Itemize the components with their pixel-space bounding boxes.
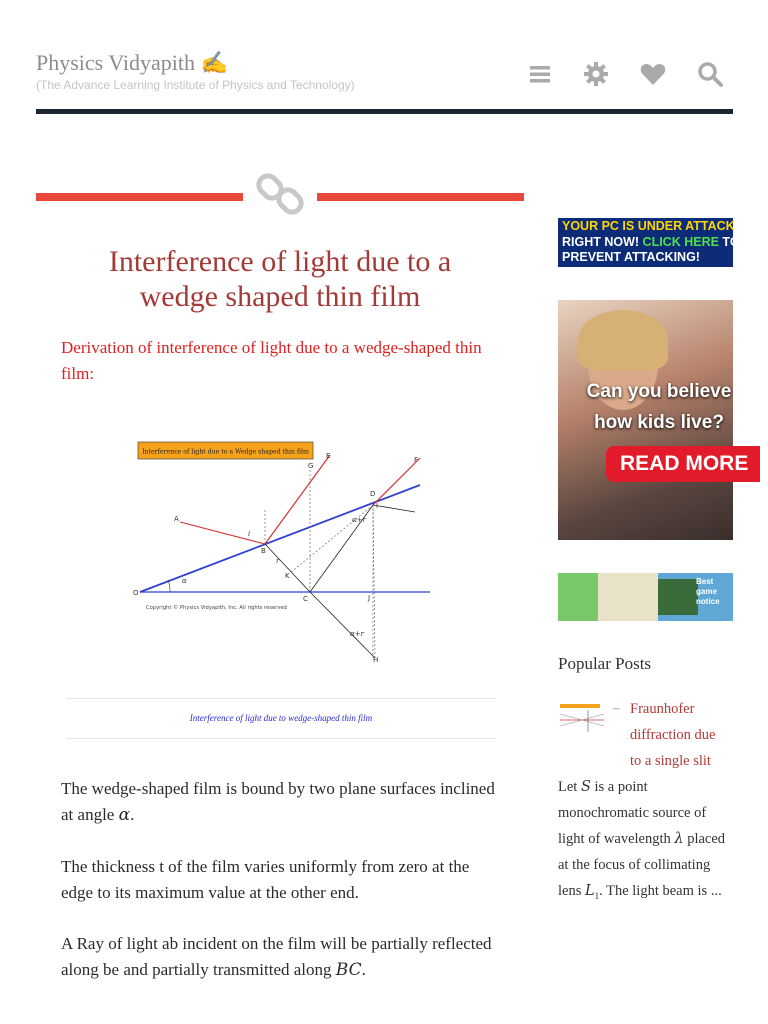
point-o: O: [133, 589, 139, 597]
divider-bar-right: [317, 193, 524, 201]
diagram-label-text: Interference of light due to a Wedge shaped thin film: [142, 448, 309, 456]
popular-post-thumbnail[interactable]: [558, 702, 606, 736]
heart-icon[interactable]: [639, 60, 667, 88]
ad-game-banner[interactable]: [558, 573, 733, 621]
point-f: F: [414, 456, 419, 464]
link-icon: [258, 172, 302, 216]
angle-alpha: α: [182, 577, 187, 585]
ad-line-2: RIGHT NOW! CLICK HERE TO: [562, 234, 740, 249]
point-i: I: [376, 502, 379, 510]
point-c: C: [303, 595, 308, 603]
ad-photo-hair: [578, 310, 668, 370]
point-k: K: [285, 572, 290, 580]
point-h: H: [373, 656, 379, 664]
paragraph-1: The wedge-shaped film is bound by two plane surfaces inclined at angle α.: [61, 779, 495, 825]
paragraph-2: The thickness t of the film varies uniformly from zero at the edge to its maximum value at the other end.: [61, 857, 470, 902]
ad-line-3: PREVENT ATTACKING!: [562, 250, 700, 264]
incident-ray: [180, 522, 265, 544]
point-j: J: [368, 594, 371, 602]
wedge-film-diagram: [130, 430, 430, 670]
caption-rule-top: [66, 698, 496, 699]
paragraph-3: A Ray of light ab incident on the film will be partially reflected along be and partially transmitted along BC.: [61, 934, 492, 980]
diagram-copyright: Copyright © Physics Vidyapith, Inc. All rights reserved: [146, 605, 287, 611]
caption-rule-bottom: [66, 738, 496, 739]
transmitted-ray: [310, 592, 375, 658]
ad-game-image: [658, 579, 698, 615]
point-d: D: [370, 490, 376, 498]
popular-post-dash: –: [613, 700, 620, 715]
gear-icon[interactable]: [582, 60, 610, 88]
point-a: A: [174, 515, 179, 523]
angle-r: r: [276, 557, 280, 565]
ad-photo[interactable]: [558, 300, 749, 540]
math-bc: BC: [335, 960, 362, 980]
reflected-ray: [265, 455, 330, 544]
point-e: E: [326, 452, 331, 460]
ad-game-board: [598, 573, 658, 621]
popular-post-excerpt: Let S is a point monochromatic source of light of wavelength λ placed at the focus of collimating lens $L_1$. The light beam is ...: [558, 779, 726, 901]
refracted-ray: [265, 544, 310, 592]
angle-alpha-r: α+r: [352, 516, 366, 524]
point-b: B: [261, 547, 266, 555]
angle-i: i: [248, 530, 251, 538]
ad-banner-pc-attack[interactable]: [558, 218, 740, 267]
figure-caption: Interference of light due to wedge-shaped thin film: [189, 713, 373, 723]
popular-posts-heading: Popular Posts: [558, 654, 652, 673]
ad-read-more-button[interactable]: READ MORE: [606, 446, 760, 482]
header-divider: [36, 109, 733, 114]
ad-game-art: [558, 573, 598, 621]
second-reflected-ray: [373, 458, 420, 505]
emergent-ray: [373, 505, 415, 512]
popular-post-link[interactable]: Fraunhofer diffraction due to a single slit: [630, 701, 716, 769]
menu-icon[interactable]: [526, 60, 554, 88]
post-subheading: Derivation of interference of light due to a wedge-shaped thin film:: [61, 338, 482, 383]
angle-alpha-r-lower: α+r: [350, 630, 364, 638]
search-icon[interactable]: [696, 60, 724, 88]
post-title: Interference of light due to a wedge shaped thin film: [108, 245, 452, 313]
ad-line-1: YOUR PC IS UNDER ATTACK: [562, 219, 735, 233]
ad-game-text: Best game notice: [696, 577, 720, 606]
point-g: G: [308, 462, 314, 470]
ad-photo-headline: Can you believe how kids live?: [586, 381, 732, 433]
divider-bar-left: [36, 193, 243, 201]
site-title[interactable]: Physics Vidyapith ✍: [36, 50, 228, 75]
site-tagline: (The Advance Learning Institute of Physics and Technology): [36, 78, 355, 92]
math-alpha: α: [118, 805, 131, 825]
